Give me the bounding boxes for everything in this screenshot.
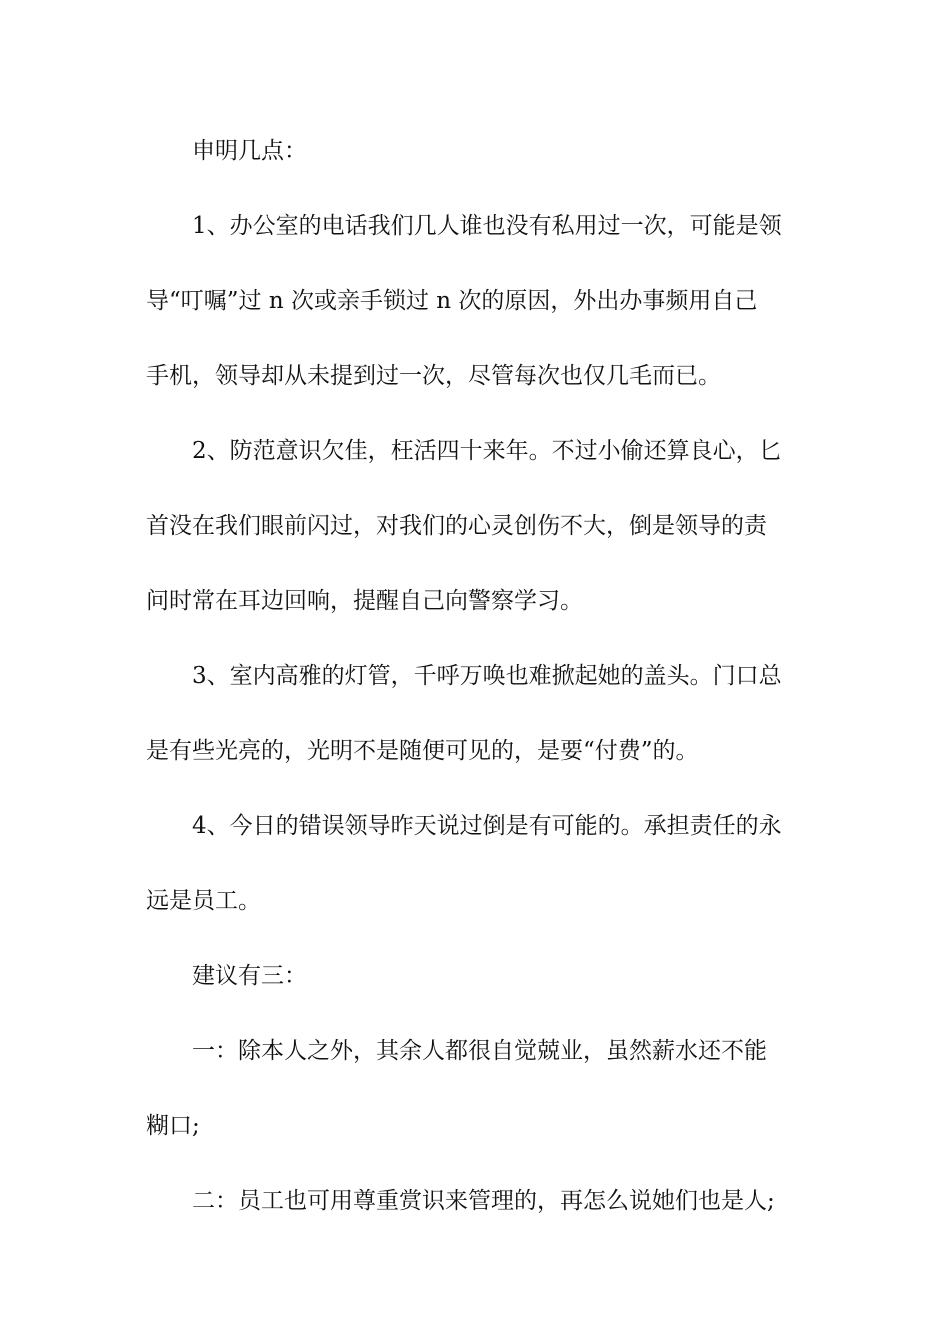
paragraph-1-line-3: 手机，领导却从未提到过一次，尽管每次也仅几毛而已。 xyxy=(146,363,721,389)
heading-suggestions: 建议有三： xyxy=(192,963,307,989)
paragraph-2-line-2: 首没在我们眼前闪过，对我们的心灵创伤不大，倒是领导的责 xyxy=(146,513,767,539)
paragraph-3-line-2: 是有些光亮的，光明不是随便可见的，是要“付费”的。 xyxy=(146,738,699,764)
suggestion-1-line-1: 一：除本人之外，其余人都很自觉兢业，虽然薪水还不能 xyxy=(192,1038,767,1064)
paragraph-2-line-3: 问时常在耳边回响，提醒自己向警察学习。 xyxy=(146,588,583,614)
paragraph-2-line-1: 2、防范意识欠佳，枉活四十来年。不过小偷还算良心，匕 xyxy=(192,438,782,464)
paragraph-1-line-2: 导“叮嘱”过 n 次或亲手锁过 n 次的原因，外出办事频用自己 xyxy=(146,288,758,314)
paragraph-4-line-1: 4、今日的错误领导昨天说过倒是有可能的。承担责任的永 xyxy=(192,813,782,839)
paragraph-4-line-2: 远是员工。 xyxy=(146,888,261,914)
paragraph-1-line-1: 1、办公室的电话我们几人谁也没有私用过一次，可能是领 xyxy=(192,213,782,239)
heading-declarations: 申明几点： xyxy=(192,138,307,164)
suggestion-2-line-1: 二：员工也可用尊重赏识来管理的，再怎么说她们也是人; xyxy=(192,1188,775,1214)
paragraph-3-line-1: 3、室内高雅的灯管，千呼万唤也难掀起她的盖头。门口总 xyxy=(192,663,782,689)
suggestion-1-line-2: 糊口; xyxy=(146,1113,200,1139)
